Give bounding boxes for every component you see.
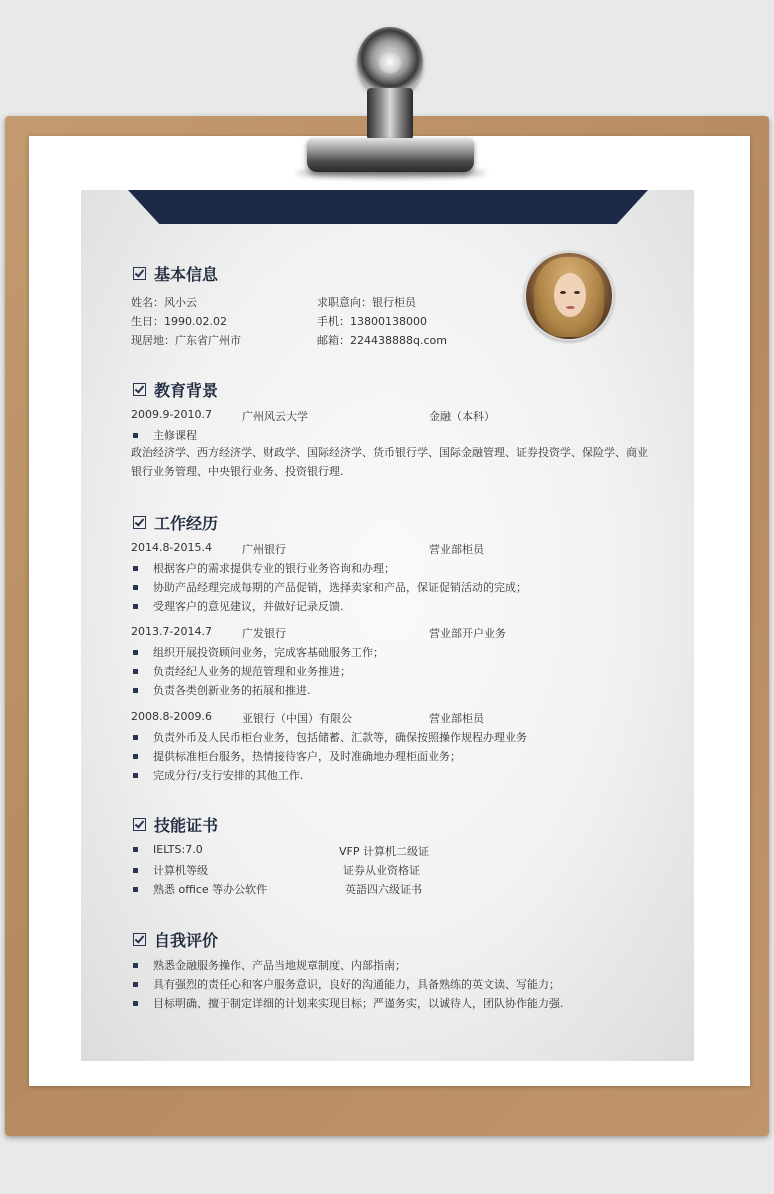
avatar	[524, 251, 614, 341]
list-item: 熟悉 office 等办公软件	[133, 881, 267, 897]
job-period: 2014.8-2015.4	[131, 541, 212, 554]
header-banner	[128, 190, 648, 224]
basic-birth: 生日：1990.02.02	[131, 315, 227, 328]
bullet-icon	[133, 963, 138, 968]
list-item: 完成分行/支行安排的其他工作.	[133, 767, 303, 783]
job-period: 2013.7-2014.7	[131, 625, 212, 638]
skill-cert: 英語四六级证书	[345, 883, 422, 896]
bullet-icon	[133, 773, 138, 778]
edu-major: 金融（本科）	[429, 410, 495, 423]
bullet-icon	[133, 433, 138, 438]
job-period: 2008.8-2009.6	[131, 710, 212, 723]
bullet-icon	[133, 868, 138, 873]
job-role: 营业部柜员	[429, 543, 484, 556]
list-item: 具有强烈的责任心和客户服务意识，良好的沟通能力，具备熟练的英文读、写能力；	[133, 976, 560, 992]
checkbox-icon	[133, 818, 146, 831]
list-item: 负责外币及人民币柜台业务，包括储蓄、汇款等，确保按照操作规程办理业务	[133, 729, 527, 745]
checkbox-icon	[133, 933, 146, 946]
bullet-icon	[133, 688, 138, 693]
list-item: 协助产品经理完成每期的产品促销，选择卖家和产品，保证促销活动的完成；	[133, 579, 527, 595]
checkbox-icon	[133, 267, 146, 280]
resume-page	[81, 190, 694, 1061]
edu-courses: 政治经济学、西方经济学、财政学、国际经济学、货币银行学、国际金融管理、证券投资学、保险学、商业银行业务管理、中央银行业务、投资银行理.	[131, 446, 648, 478]
section-title-work: 工作经历	[133, 511, 218, 534]
edu-period: 2009.9-2010.7	[131, 408, 212, 421]
list-item: 主修课程	[133, 427, 197, 443]
bullet-icon	[133, 847, 138, 852]
basic-name: 姓名：风小云	[131, 296, 197, 309]
job-company: 广州银行	[242, 543, 286, 556]
skill-cert: 证券从业资格证	[343, 864, 420, 877]
section-title-skills: 技能证书	[133, 813, 218, 836]
bullet-icon	[133, 566, 138, 571]
bullet-icon	[133, 604, 138, 609]
checkbox-icon	[133, 383, 146, 396]
binder-clip-icon	[307, 138, 474, 172]
list-item: 负责各类创新业务的拓展和推进.	[133, 682, 311, 698]
edu-school: 广州风云大学	[242, 410, 308, 423]
list-item: IELTS:7.0	[133, 843, 203, 856]
binder-clip-hole	[378, 50, 402, 74]
list-item: 熟悉金融服务操作、产品当地规章制度、内部指南；	[133, 957, 406, 973]
bullet-icon	[133, 1001, 138, 1006]
list-item: 根据客户的需求提供专业的银行业务咨询和办理；	[133, 560, 395, 576]
bullet-icon	[133, 735, 138, 740]
checkbox-icon	[133, 516, 146, 529]
basic-email: 邮箱：224438888q.com	[317, 334, 447, 347]
job-company: 广发银行	[242, 627, 286, 640]
section-title-self: 自我评价	[133, 928, 218, 951]
job-role: 营业部开户业务	[429, 627, 506, 640]
job-role: 营业部柜员	[429, 712, 484, 725]
list-item: 受理客户的意见建议，并做好记录反馈.	[133, 598, 344, 614]
list-item: 计算机等级	[133, 862, 208, 878]
bullet-icon	[133, 754, 138, 759]
section-title-education: 教育背景	[133, 378, 218, 401]
section-title-basic: 基本信息	[133, 262, 218, 285]
bullet-icon	[133, 585, 138, 590]
basic-phone: 手机：13800138000	[317, 315, 427, 328]
list-item: 组织开展投资顾问业务，完成客基础服务工作；	[133, 644, 384, 660]
job-company: 亚银行（中国）有限公	[242, 712, 352, 725]
binder-clip-neck	[367, 88, 413, 140]
bullet-icon	[133, 650, 138, 655]
bullet-icon	[133, 887, 138, 892]
skill-cert: VFP 计算机二级证	[339, 845, 429, 858]
list-item: 目标明确、擅于制定详细的计划来实现目标；严谨务实，以诚待人，团队协作能力强.	[133, 995, 564, 1011]
bullet-icon	[133, 669, 138, 674]
basic-address: 现居地：广东省广州市	[131, 334, 241, 347]
basic-intent: 求职意向：银行柜员	[317, 296, 416, 309]
list-item: 负责经纪人业务的规范管理和业务推进；	[133, 663, 351, 679]
bullet-icon	[133, 982, 138, 987]
list-item: 提供标准柜台服务，热情接待客户，及时准确地办理柜面业务；	[133, 748, 461, 764]
